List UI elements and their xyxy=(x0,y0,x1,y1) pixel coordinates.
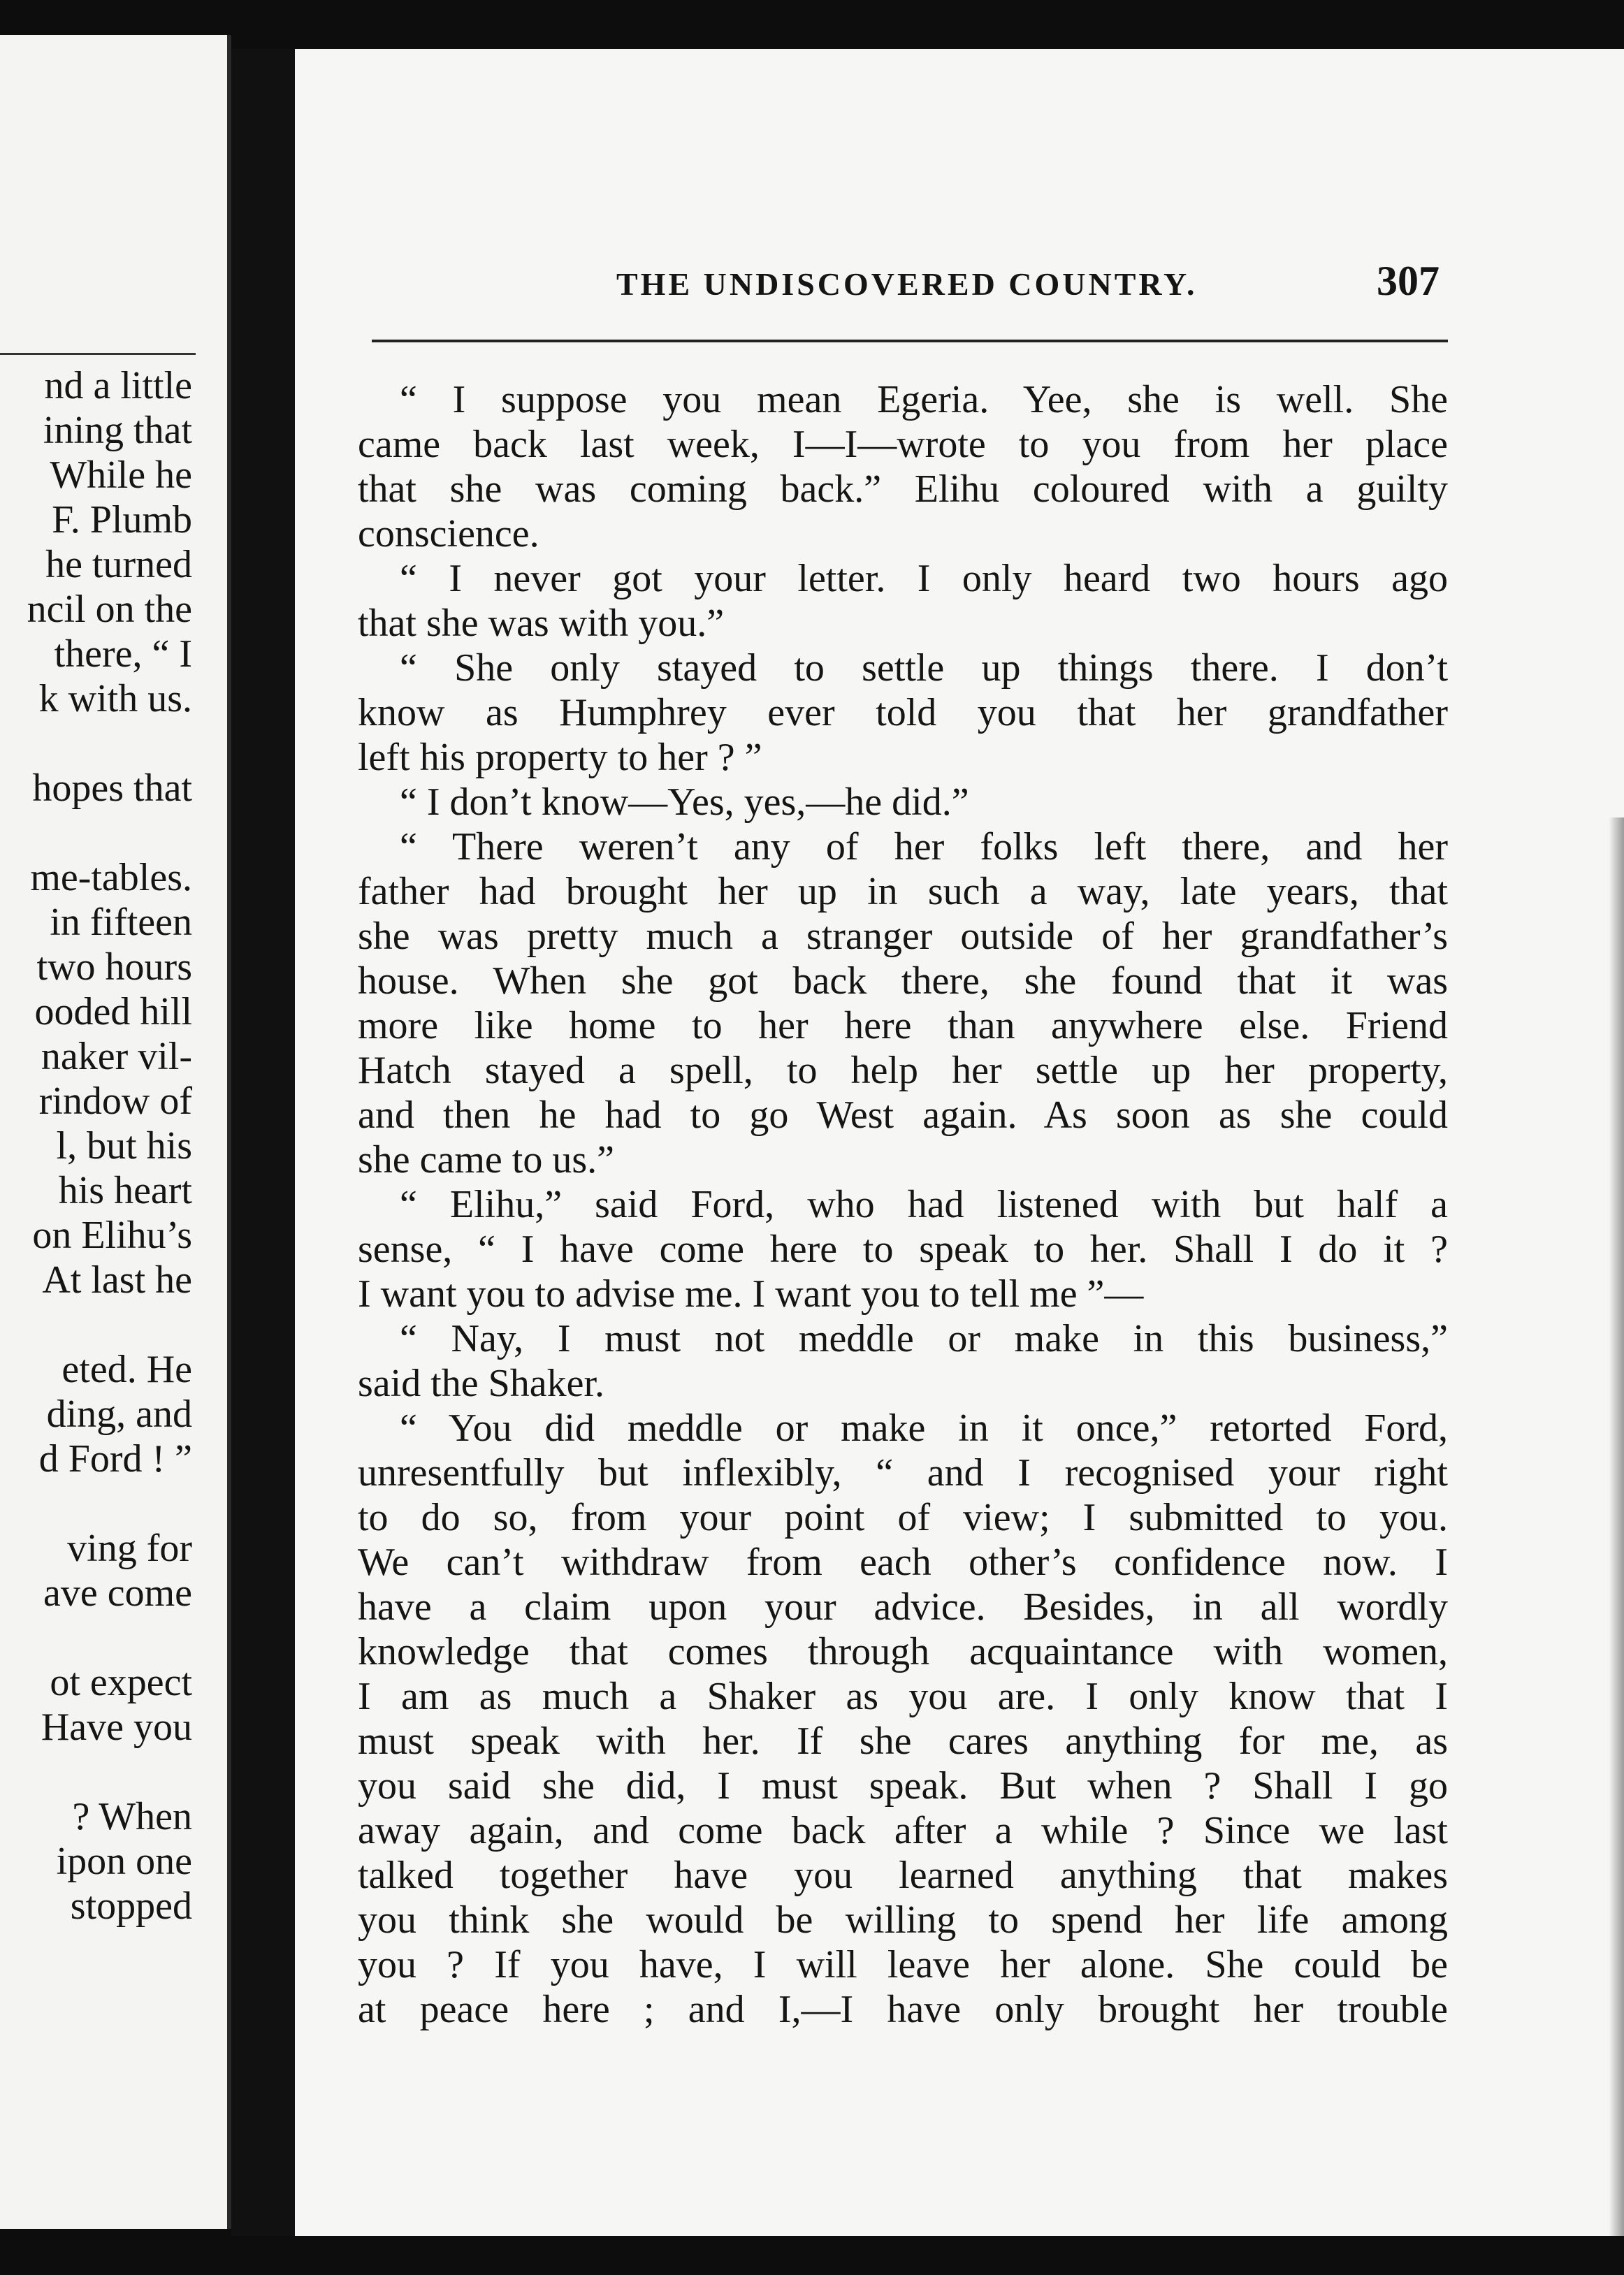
body-line: “ I suppose you mean Egeria. Yee, she is well. She xyxy=(400,378,1448,421)
body-line: “ Nay, I must not meddle or make in this business,” xyxy=(400,1317,1448,1360)
left-page-line: While he xyxy=(50,453,192,497)
body-line: she was pretty much a stranger outside of her grandfather’s xyxy=(358,915,1448,958)
body-line: at peace here ; and I,—I have only brought her trouble xyxy=(358,1988,1448,2031)
left-page xyxy=(0,35,231,2229)
left-page-line: l, but his xyxy=(56,1124,192,1168)
body-line: “ I don’t know—Yes, yes,—he did.” xyxy=(400,780,969,824)
body-line: that she was with you.” xyxy=(358,602,725,645)
left-page-text xyxy=(27,363,192,1928)
left-page-line: F. Plumb xyxy=(52,498,192,542)
body-line: conscience. xyxy=(358,512,539,555)
left-page-line: ? When xyxy=(72,1795,192,1838)
body-line: more like home to her here than anywhere else. Friend xyxy=(358,1004,1448,1047)
body-line: and then he had to go West again. As soon as she could xyxy=(358,1093,1448,1137)
body-line: “ There weren’t any of her folks left there, and her xyxy=(400,825,1448,868)
left-page-line: At last he xyxy=(42,1258,192,1302)
body-line: father had brought her up in such a way, late years, that xyxy=(358,870,1448,913)
page-edge-shadow xyxy=(1609,817,1624,2236)
left-page-line xyxy=(27,1750,192,1794)
body-line: “ Elihu,” said Ford, who had listened with but half a xyxy=(400,1183,1448,1226)
left-page-line xyxy=(27,811,192,855)
left-page-line: two hours xyxy=(36,945,192,989)
left-page-line: ave come xyxy=(43,1571,192,1615)
body-line: unresentfully but inflexibly, “ and I recognised your right xyxy=(358,1451,1448,1495)
left-page-line xyxy=(27,1615,192,1660)
left-page-line: ving for xyxy=(67,1527,192,1570)
left-page-line: he turned xyxy=(45,543,192,586)
body-line: to do so, from your point of view; I submitted to you. xyxy=(358,1496,1448,1539)
body-line: knowledge that comes through acquaintance with women, xyxy=(358,1630,1448,1673)
left-page-line: ncil on the xyxy=(27,588,192,631)
body-line: you ? If you have, I will leave her alone. She could be xyxy=(358,1943,1448,1986)
body-line: sense, “ I have come here to speak to her. Shall I do it ? xyxy=(358,1228,1448,1271)
body-line: “ You did meddle or make in it once,” retorted Ford, xyxy=(400,1407,1448,1450)
body-line: she came to us.” xyxy=(358,1138,614,1182)
left-page-line: d Ford ! ” xyxy=(38,1437,192,1481)
left-page-line: ooded hill xyxy=(34,990,192,1033)
left-page-line: on Elihu’s xyxy=(32,1214,192,1257)
body-line: have a claim upon your advice. Besides, in all wordly xyxy=(358,1585,1448,1629)
left-page-line: naker vil- xyxy=(41,1035,192,1078)
left-page-line: me-tables. xyxy=(30,856,192,899)
body-line: away again, and come back after a while ? Since we last xyxy=(358,1809,1448,1852)
left-page-line: there, “ I xyxy=(54,632,192,676)
left-page-line: eted. He xyxy=(61,1348,192,1391)
body-line: came back last week, I—I—wrote to you from her place xyxy=(358,423,1448,466)
left-page-line: stopped xyxy=(70,1884,192,1928)
left-page-line: ining that xyxy=(43,409,192,452)
left-page-line xyxy=(27,1481,192,1526)
body-line: house. When she got back there, she found that it was xyxy=(358,959,1448,1003)
left-page-line xyxy=(27,721,192,766)
book-gutter xyxy=(231,49,296,2236)
left-page-line: Have you xyxy=(41,1706,192,1749)
page-body-text xyxy=(358,377,1448,2032)
left-page-line: ot expect xyxy=(50,1661,192,1704)
running-title: THE UNDISCOVERED COUNTRY. xyxy=(616,266,1198,302)
page-number: 307 xyxy=(1377,258,1440,304)
body-line: know as Humphrey ever told you that her grandfather xyxy=(358,691,1448,734)
left-page-line: k with us. xyxy=(38,677,192,720)
left-page-line xyxy=(27,1302,192,1347)
body-line: “ I never got your letter. I only heard two hours ago xyxy=(400,557,1448,600)
body-line: I am as much a Shaker as you are. I only know that I xyxy=(358,1675,1448,1718)
body-line: that she was coming back.” Elihu coloured with a guilty xyxy=(358,467,1448,511)
left-page-line: hopes that xyxy=(32,766,192,810)
body-line: talked together have you learned anything that makes xyxy=(358,1854,1448,1897)
right-page xyxy=(295,49,1624,2236)
left-page-line: his heart xyxy=(58,1169,192,1212)
left-page-line: in fifteen xyxy=(50,901,192,944)
body-line: We can’t withdraw from each other’s confidence now. I xyxy=(358,1541,1448,1584)
body-line: you said she did, I must speak. But when ? Shall I go xyxy=(358,1764,1448,1808)
left-page-head-rule xyxy=(0,353,196,355)
body-line: Hatch stayed a spell, to help her settle up her property, xyxy=(358,1049,1448,1092)
left-page-line: ipon one xyxy=(56,1840,192,1883)
body-line: said the Shaker. xyxy=(358,1362,605,1405)
body-line: must speak with her. If she cares anything for me, as xyxy=(358,1720,1448,1763)
left-page-line: nd a little xyxy=(44,364,192,407)
body-line: “ She only stayed to settle up things there. I don’t xyxy=(400,646,1448,690)
left-page-line: rindow of xyxy=(38,1080,192,1123)
body-line: you think she would be willing to spend her life among xyxy=(358,1898,1448,1942)
body-line: left his property to her ? ” xyxy=(358,736,762,779)
header-rule xyxy=(372,340,1448,342)
body-line: I want you to advise me. I want you to tell me ”— xyxy=(358,1272,1144,1316)
left-page-line: ding, and xyxy=(46,1393,192,1436)
